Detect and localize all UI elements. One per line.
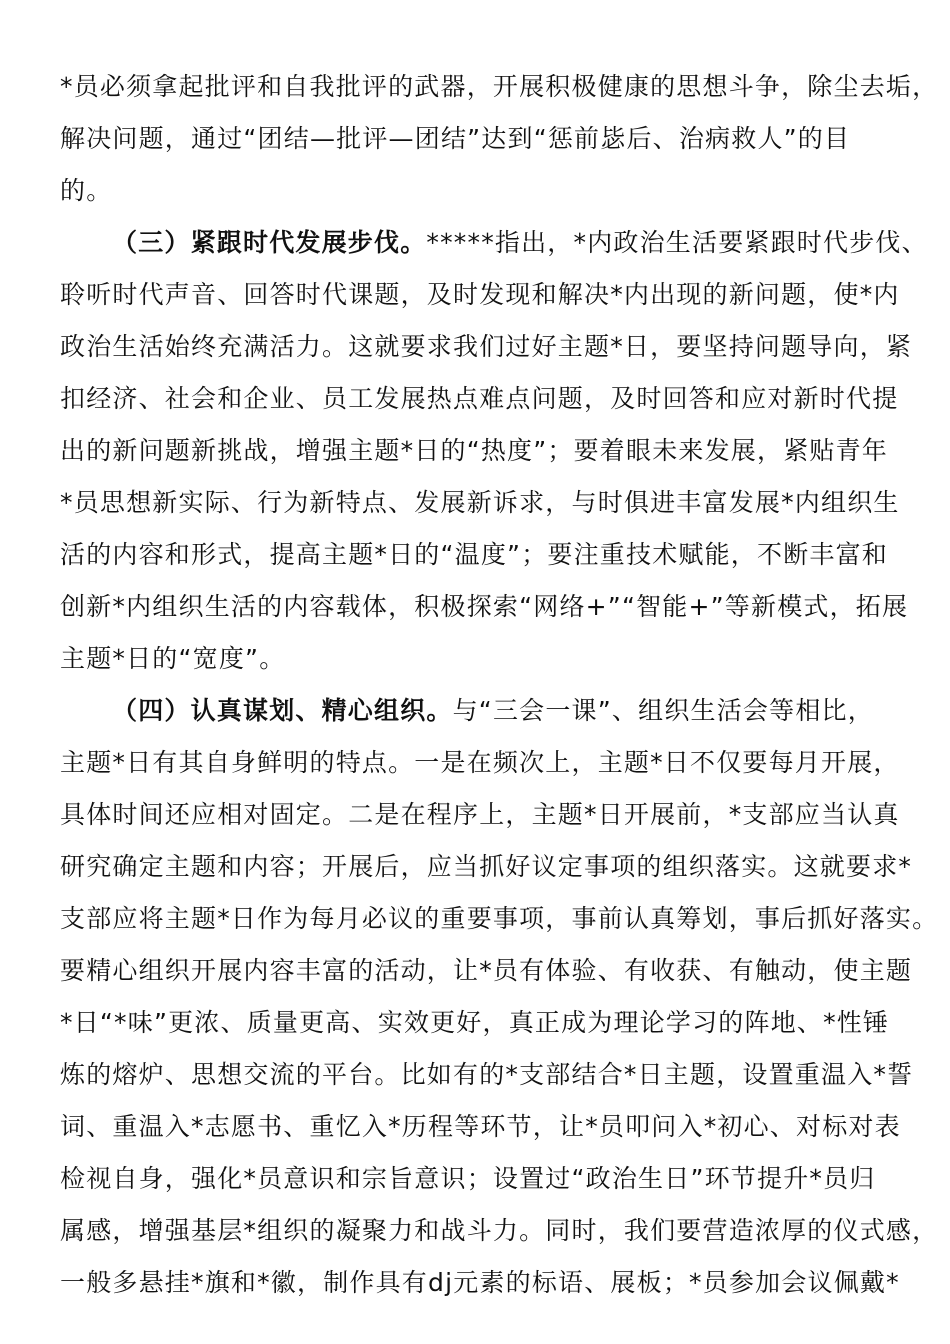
paragraph-line: 支部应将主题*日作为每月必议的重要事项，事前认真筹划，事后抓好落实。 [60, 904, 939, 933]
paragraph-line: 检视自身，强化*员意识和宗旨意识；设置过“政治生日”环节提升*员归 [60, 1164, 876, 1193]
paragraph-line: 一般多悬挂*旗和*徽，制作具有dj元素的标语、展板；*员参加会议佩戴* [60, 1268, 900, 1297]
paragraph-line: 主题*日的“宽度”。 [60, 644, 286, 673]
paragraph-line: 的。 [60, 176, 113, 205]
paragraph-line: 属感，增强基层*组织的凝聚力和战斗力。同时，我们要营造浓厚的仪式感， [60, 1216, 939, 1245]
paragraph-line: 创新*内组织生活的内容载体，积极探索“网络+”“智能+”等新模式，拓展 [60, 592, 909, 621]
paragraph-line: 出的新问题新挑战，增强主题*日的“热度”；要着眼未来发展，紧贴青年 [60, 436, 889, 465]
paragraph-line: 活的内容和形式，提高主题*日的“温度”；要注重技术赋能，不断丰富和 [60, 540, 889, 569]
paragraph-line: *日“*味”更浓、质量更高、实效更好，真正成为理论学习的阵地、*性锤 [60, 1008, 890, 1037]
paragraph-line: 要精心组织开展内容丰富的活动，让*员有体验、有收获、有触动，使主题 [60, 956, 913, 985]
section-3-first-line [112, 223, 950, 263]
paragraph-line: *员必须拿起批评和自我批评的武器，开展积极健康的思想斗争，除尘去垢， [60, 72, 939, 101]
section-4-first-line [112, 691, 950, 731]
section-4-text: 与“三会一课”、组织生活会等相比， [452, 696, 874, 725]
section-3-text: *****指出，*内政治生活要紧跟时代步伐、 [426, 228, 928, 257]
paragraph-line: 政治生活始终充满活力。这就要求我们过好主题*日，要坚持问题导向，紧 [60, 332, 913, 361]
paragraph-line: 研究确定主题和内容；开展后，应当抓好议定事项的组织落实。这就要求* [60, 852, 913, 881]
paragraph-line: 扣经济、社会和企业、员工发展热点难点问题，及时回答和应对新时代提 [60, 384, 899, 413]
section-3-heading: （三）紧跟时代发展步伐。 [112, 228, 427, 257]
paragraph-line: 词、重温入*志愿书、重忆入*历程等环节，让*员叩问入*初心、对标对表 [60, 1112, 901, 1141]
paragraph-line: 聆听时代声音、回答时代课题，及时发现和解决*内出现的新问题，使*内 [60, 280, 900, 309]
paragraph-line: 具体时间还应相对固定。二是在程序上，主题*日开展前，*支部应当认真 [60, 800, 900, 829]
paragraph-line: 主题*日有其自身鲜明的特点。一是在频次上，主题*日不仅要每月开展， [60, 748, 900, 777]
paragraph-line: 炼的熔炉、思想交流的平台。比如有的*支部结合*日主题，设置重温入*誓 [60, 1060, 914, 1089]
section-4-heading: （四）认真谋划、精心组织。 [112, 696, 453, 725]
paragraph-line: 解决问题，通过“团结—批评—团结”达到“惩前毖后、治病救人”的目 [60, 124, 851, 153]
paragraph-line: *员思想新实际、行为新特点、发展新诉求，与时俱进丰富发展*内组织生 [60, 488, 900, 517]
